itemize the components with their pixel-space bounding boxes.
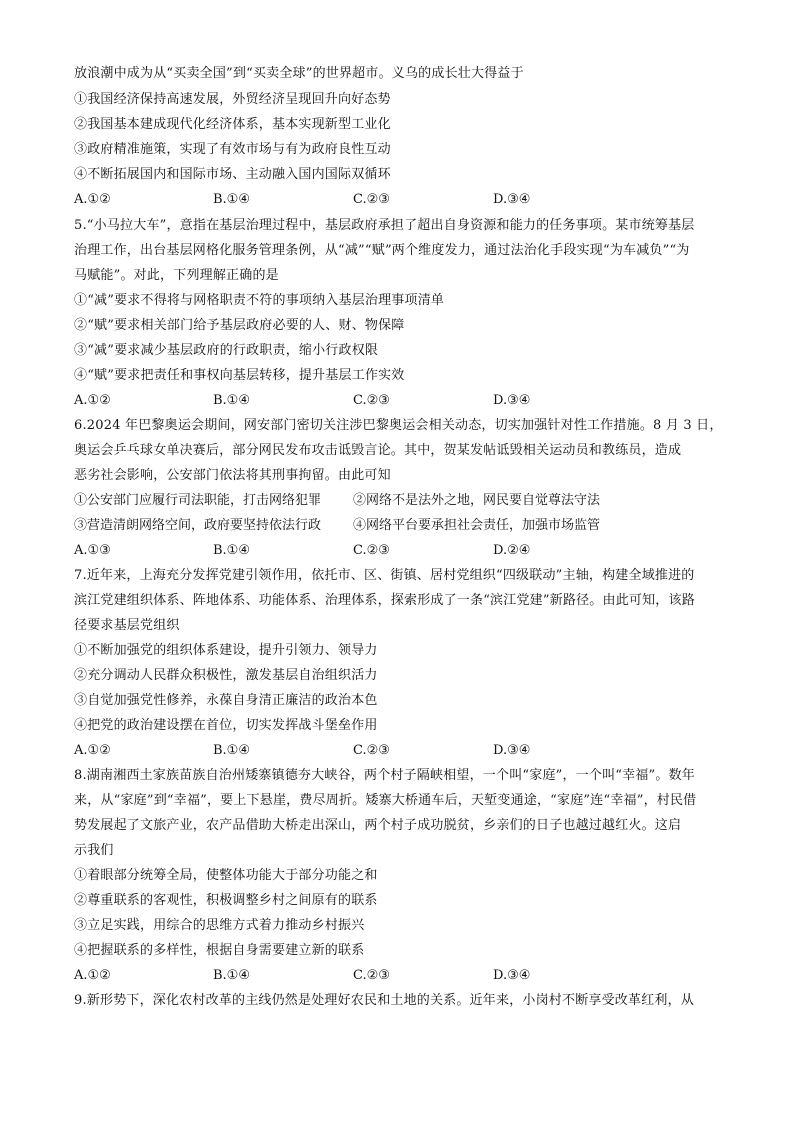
q6-option-a: A.①③ (74, 543, 111, 558)
q8-option-d: D.③④ (493, 968, 531, 983)
q5-item-2: ②“赋”要求相关部门给予基层政府必要的人、财、物保障 (74, 318, 405, 333)
q8-item-4: ④把握联系的多样性，根据自身需要建立新的联系 (74, 943, 365, 958)
q6-option-d: D.②④ (493, 543, 531, 558)
q8-stem-line-1: 8.湖南湘西土家族苗族自治州矮寨镇德夯大峡谷，两个村子隔峡相望，一个叫“家庭”，一个叫“幸福”。数年 (74, 768, 695, 783)
q5-stem-line-2: 治理工作，出台基层网格化服务管理条例，从“减”“赋”两个维度发力，通过法治化手段实现“为车减负”“为 (74, 243, 690, 258)
q7-option-d: D.③④ (493, 743, 531, 758)
q7-option-a: A.①② (74, 743, 111, 758)
q4-stem-tail: 放浪潮中成为从“买卖全国”到“买卖全球”的世界超市。义乌的成长壮大得益于 (74, 66, 524, 81)
q4-option-a: A.①② (74, 192, 111, 207)
q8-option-b: B.①④ (213, 968, 250, 983)
q4-item-2: ②我国基本建成现代化经济体系，基本实现新型工业化 (74, 117, 391, 132)
q6-item-3: ③营造清朗网络空间，政府要坚持依法行政 (74, 518, 322, 533)
q5-option-b: B.①④ (213, 393, 250, 408)
q5-item-1: ①“减”要求不得将与网格职责不符的事项纳入基层治理事项清单 (74, 293, 445, 308)
q6-item-2: ②网络不是法外之地，网民要自觉尊法守法 (353, 493, 601, 508)
q5-item-4: ④“赋”要求把责任和事权向基层转移，提升基层工作实效 (74, 368, 405, 383)
q7-item-1: ①不断加强党的组织体系建设，提升引领力、领导力 (74, 643, 378, 658)
q7-item-2: ②充分调动人民群众积极性，激发基层自治组织活力 (74, 668, 378, 683)
q8-stem-line-4: 示我们 (74, 843, 114, 858)
q4-option-d: D.③④ (493, 192, 531, 207)
q7-option-c: C.②③ (353, 743, 390, 758)
q4-item-1: ①我国经济保持高速发展，外贸经济呈现回升向好态势 (74, 92, 391, 107)
q8-option-c: C.②③ (353, 968, 390, 983)
q7-option-b: B.①④ (213, 743, 250, 758)
q6-item-1: ①公安部门应履行司法职能，打击网络犯罪 (74, 493, 322, 508)
q9-stem-line-1: 9.新形势下，深化农村改革的主线仍然是处理好农民和土地的关系。近年来，小岗村不断享受改革红利，从 (74, 993, 695, 1008)
q8-item-3: ③立足实践，用综合的思维方式着力推动乡村振兴 (74, 918, 365, 933)
q8-option-a: A.①② (74, 968, 111, 983)
q5-option-a: A.①② (74, 393, 111, 408)
q8-item-2: ②尊重联系的客观性，积极调整乡村之间原有的联系 (74, 893, 378, 908)
q5-option-c: C.②③ (353, 393, 390, 408)
q4-item-3: ③政府精准施策，实现了有效市场与有为政府良性互动 (74, 142, 391, 157)
q7-stem-line-1: 7.近年来，上海充分发挥党建引领作用，依托市、区、街镇、居村党组织“四级联动”主轴，构建全域推进的 (74, 568, 695, 583)
q6-option-b: B.①④ (213, 543, 250, 558)
q7-stem-line-3: 径要求基层党组织 (74, 618, 180, 633)
q7-stem-line-2: 滨江党建组织体系、阵地体系、功能体系、治理体系，探索形成了一条“滨江党建”新路径。由此可知，该路 (74, 593, 695, 608)
q4-option-b: B.①④ (213, 192, 250, 207)
q7-item-4: ④把党的政治建设摆在首位，切实发挥战斗堡垒作用 (74, 718, 378, 733)
q6-item-4: ④网络平台要承担社会责任，加强市场监管 (353, 518, 601, 533)
q8-stem-line-3: 势发展起了文旅产业，农产品借助大桥走出深山，两个村子成功脱贫，乡亲们的日子也越过越红火。这启 (74, 818, 682, 833)
q7-item-3: ③自觉加强党性修养，永葆自身清正廉洁的政治本色 (74, 693, 378, 708)
q5-stem-line-3: 马赋能”。对此，下列理解正确的是 (74, 268, 279, 283)
q5-item-3: ③“减”要求减少基层政府的行政职责，缩小行政权限 (74, 343, 379, 358)
q4-option-c: C.②③ (353, 192, 390, 207)
q6-option-c: C.②③ (353, 543, 390, 558)
q6-stem-line-1: 6.2024 年巴黎奥运会期间，网安部门密切关注涉巴黎奥运会相关动态，切实加强针对性工作措施。8 月 3 日， (74, 418, 723, 433)
q5-option-d: D.③④ (493, 393, 531, 408)
q8-stem-line-2: 来，从“家庭”到“幸福”，要上下悬崖，费尽周折。矮寨大桥通车后，天堑变通途，“家庭”连“幸福”，村民借 (74, 793, 697, 808)
q5-stem-line-1: 5.“小马拉大车”，意指在基层治理过程中，基层政府承担了超出自身资源和能力的任务事项。某市统筹基层 (74, 218, 695, 233)
q6-stem-line-3: 恶劣社会影响，公安部门依法将其刑事拘留。由此可知 (74, 468, 391, 483)
q6-stem-line-2: 奥运会乒乓球女单决赛后，部分网民发布攻击诋毁言论。其中，贺某发帖诋毁相关运动员和教练员，造成 (74, 443, 682, 458)
q4-item-4: ④不断拓展国内和国际市场、主动融入国内国际双循环 (74, 167, 391, 182)
q8-item-1: ①着眼部分统筹全局，使整体功能大于部分功能之和 (74, 868, 378, 883)
